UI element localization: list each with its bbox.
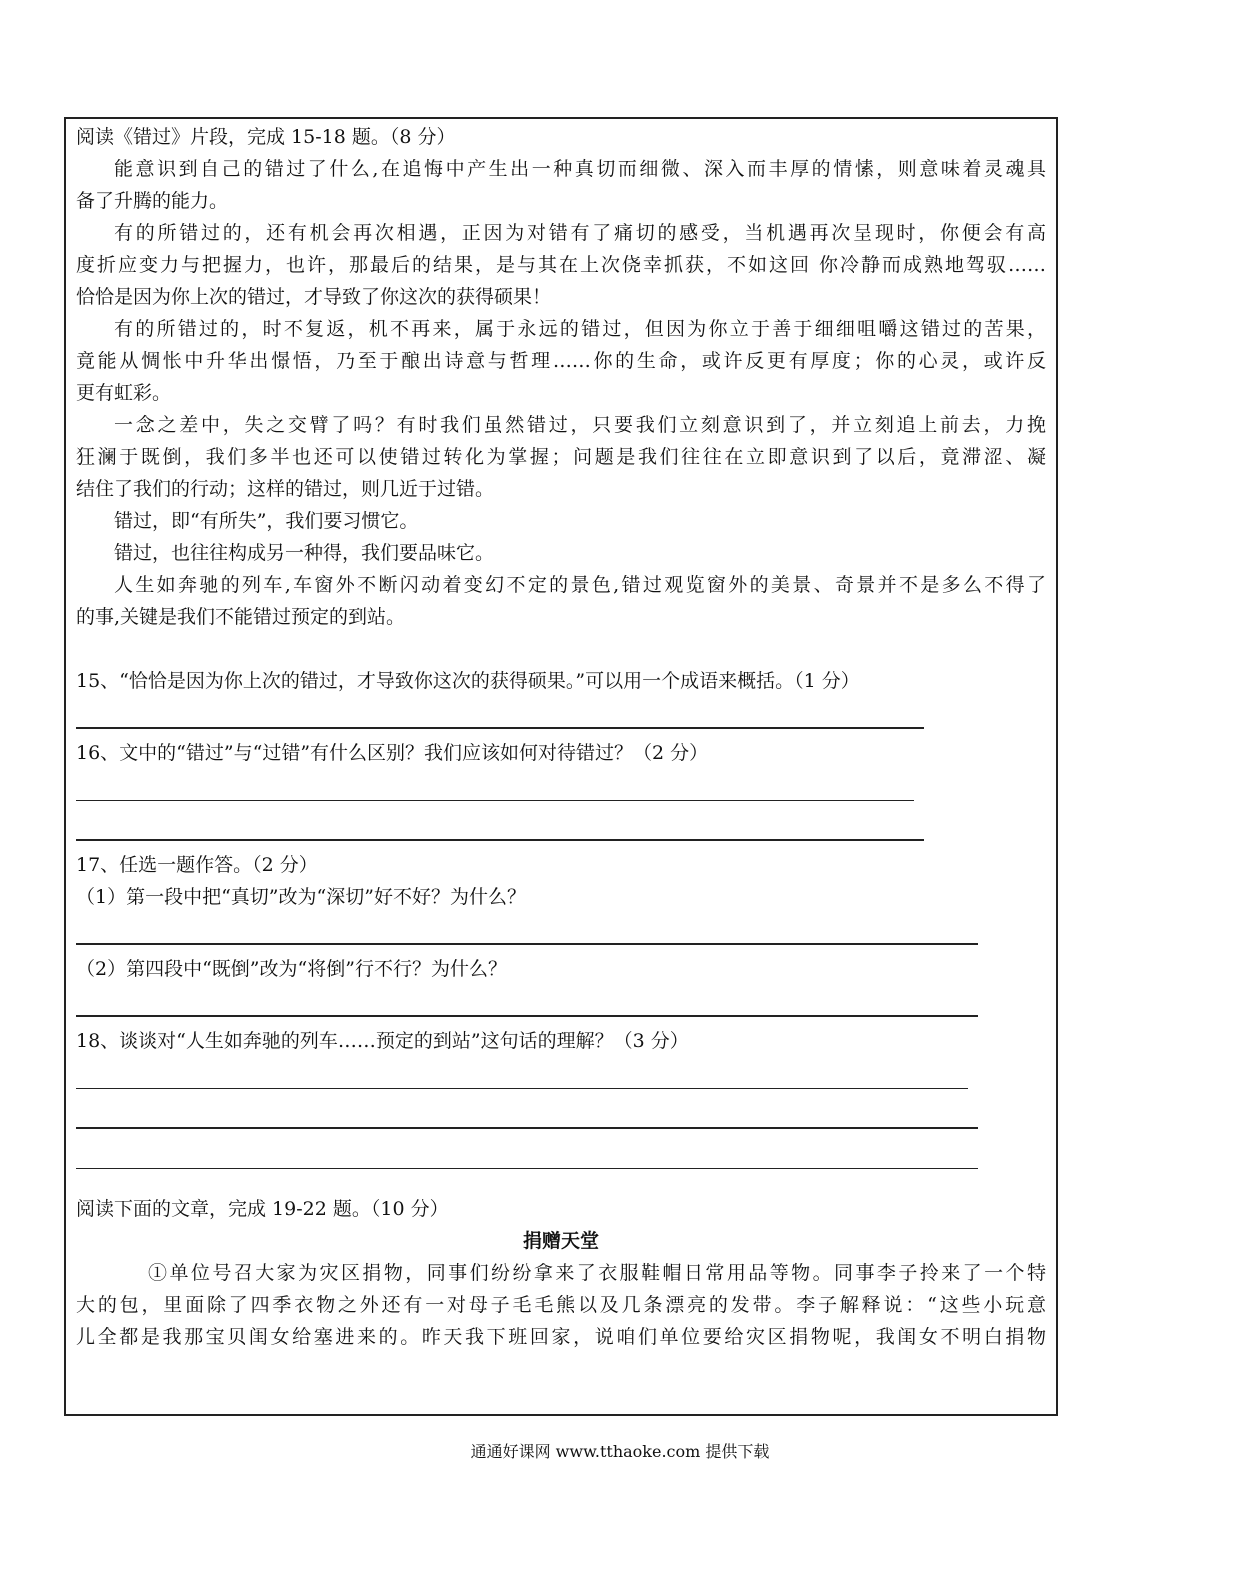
paragraph-2-line-1: 有的所错过的，还有机会再次相遇，正因为对错有了痛切的感受，当机遇再次呈现时，你便会有高 [114,222,1046,244]
answer-line-18b[interactable] [76,1097,1046,1137]
paragraph-7-line-1: 人生如奔驰的列车,车窗外不断闪动着变幻不定的景色,错过观览窗外的美景、奇景并不是多么不得了 [114,574,1046,596]
paragraph-6: 错过，也往往构成另一种得，我们要品味它。 [114,542,495,564]
answer-line-15[interactable] [76,697,1046,737]
answer-line-16a[interactable] [76,769,1046,809]
answer-line-18c[interactable] [76,1137,1046,1177]
article-line-1: ①单位号召大家为灾区捐物，同事们纷纷拿来了衣服鞋帽日常用品等物。同事李子拎来了一个特 [148,1262,1046,1284]
section2-intro: 阅读下面的文章，完成 19-22 题。（10 分） [76,1198,449,1220]
paragraph-3-line-1: 有的所错过的，时不复返，机不再来，属于永远的错过，但因为你立于善于细细咀嚼这错过的苦果， [114,318,1046,340]
article-line-3: 儿全都是我那宝贝闺女给塞进来的。昨天我下班回家，说咱们单位要给灾区捐物呢，我闺女不明白捐物 [76,1326,1046,1348]
question-18: 18、谈谈对“人生如奔驰的列车……预定的到站”这句话的理解？（3 分） [76,1030,689,1052]
paragraph-2-line-2: 度折应变力与把握力，也许，那最后的结果，是与其在上次侥幸抓获，不如这回 你冷静而成熟地驾驭…… [76,254,1046,276]
paragraph-3-line-3: 更有虹彩。 [76,382,172,404]
answer-line-17-2[interactable] [76,985,1046,1025]
article-title: 捐赠天堂 [522,1230,599,1252]
answer-line-17-1[interactable] [76,913,1046,953]
question-15: 15、“恰恰是因为你上次的错过，才导致你这次的获得硕果。”可以用一个成语来概括。（1 分） [76,670,860,692]
section1-intro: 阅读《错过》片段，完成 15-18 题。（8 分） [76,126,456,148]
question-17-option-1: （1）第一段中把“真切”改为“深切”好不好？为什么？ [76,886,526,908]
question-17-option-2: （2）第四段中“既倒”改为“将倒”行不行？为什么？ [76,958,507,980]
answer-line-16b[interactable] [76,809,1046,849]
exam-frame [64,117,1058,1416]
paragraph-1-line-1: 能意识到自己的错过了什么,在追悔中产生出一种真切而细微、深入而丰厚的情愫，则意味着灵魂具 [114,158,1046,180]
paragraph-2-line-3: 恰恰是因为你上次的错过，才导致了你这次的获得硕果！ [76,286,552,308]
paragraph-1-line-2: 备了升腾的能力。 [76,190,229,212]
paragraph-7-line-2: 的事,关键是我们不能错过预定的到站。 [76,606,406,628]
paragraph-4-line-2: 狂澜于既倒，我们多半也还可以使错过转化为掌握；问题是我们往往在立即意识到了以后，竟滞涩、凝 [76,446,1046,468]
page-footer: 通通好课网 www.tthaoke.com 提供下载 [470,1442,770,1461]
paragraph-4-line-3: 结住了我们的行动；这样的错过，则几近于过错。 [76,478,495,500]
question-16: 16、文中的“错过”与“过错”有什么区别？我们应该如何对待错过？（2 分） [76,742,709,764]
paragraph-5: 错过，即“有所失”，我们要习惯它。 [114,510,419,532]
paragraph-4-line-1: 一念之差中，失之交臂了吗？有时我们虽然错过，只要我们立刻意识到了，并立刻追上前去，力挽 [114,414,1046,436]
question-17: 17、任选一题作答。（2 分） [76,854,318,876]
answer-line-18a[interactable] [76,1057,1046,1097]
article-line-2: 大的包，里面除了四季衣物之外还有一对母子毛毛熊以及几条漂亮的发带。李子解释说：“这些小玩意 [76,1294,1046,1316]
exam-content [76,121,1046,1353]
paragraph-3-line-2: 竟能从惆怅中升华出憬悟，乃至于酿出诗意与哲理……你的生命，或许反更有厚度；你的心灵，或许反 [76,350,1046,372]
